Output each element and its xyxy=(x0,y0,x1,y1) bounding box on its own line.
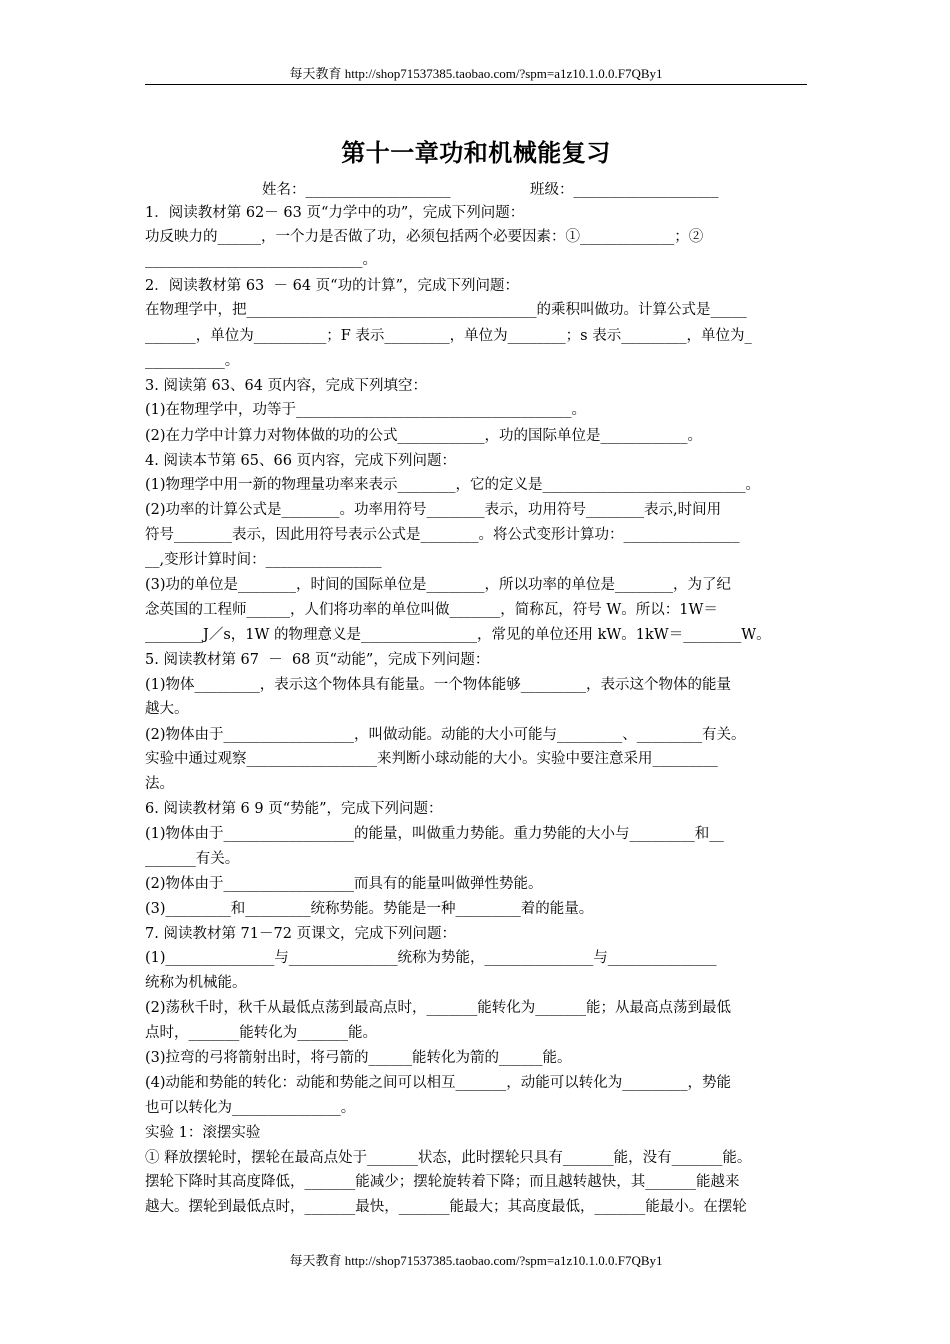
text-line: 3. 阅读第 63、64 页内容，完成下列填空： xyxy=(145,378,428,394)
text-line: (1)物体_________，表示这个物体具有能量。一个物体能够_________，表示这个物体的能量 xyxy=(145,677,732,693)
text-line: (2)物体由于__________________，叫做动能。动能的大小可能与_________、_________有关。 xyxy=(145,727,746,743)
text-line: 2．阅读教材第 63 － 64 页“功的计算”，完成下列问题： xyxy=(145,278,519,294)
text-line: (1)在物理学中，功等于______________________________________。 xyxy=(145,402,587,418)
text-line: (2)在力学中计算力对物体做的功的公式____________，功的国际单位是____________。 xyxy=(145,428,703,444)
text-line: ① 释放摆轮时，摆轮在最高点处于_______状态，此时摆轮只具有_______能，没有_______能。 xyxy=(145,1150,752,1166)
text-line: 功反映力的______，一个力是否做了功，必须包括两个必要因素：①_____________；② xyxy=(145,229,704,245)
page-footer: 每天教育 http://shop71537385.taobao.com/?spm=a1z10.1.0.0.F7QBy1 xyxy=(289,1253,663,1268)
text-line: _______，单位为__________；F 表示_________，单位为________；s 表示_________，单位为_ xyxy=(145,328,752,344)
text-line: _______有关。 xyxy=(145,851,240,867)
text-line: 越大。 xyxy=(145,701,189,717)
text-line: (2)物体由于__________________而具有的能量叫做弹性势能。 xyxy=(145,876,543,892)
text-line: 4. 阅读本节第 65、66 页内容，完成下列问题： xyxy=(145,453,457,469)
page-title: 第十一章功和机械能复习 xyxy=(341,138,611,167)
text-line: 越大。摆轮到最低点时，_______最快，_______能最大；其高度最低，_______能最小。在摆轮 xyxy=(145,1199,747,1215)
text-line: ___________。 xyxy=(145,353,240,369)
text-line: 摆轮下降时其高度降低，_______能减少；摆轮旋转着下降；而且越转越快，其_______能越来 xyxy=(145,1174,740,1190)
text-line: (1)_______________与_______________统称为势能，_______________与_______________ xyxy=(145,950,717,966)
text-line: __,变形计算时间：________________ xyxy=(145,552,382,568)
text-line: (3)_________和_________统称势能。势能是一种_________着的能量。 xyxy=(145,901,594,917)
text-line: 法。 xyxy=(145,776,174,792)
page-header: 每天教育 http://shop71537385.taobao.com/?spm=a1z10.1.0.0.F7QBy1 xyxy=(289,66,663,81)
text-line: 统称为机械能。 xyxy=(145,975,247,991)
text-line: ________J／s，1W 的物理意义是________________，常见的单位还用 kW。1kW＝________W。 xyxy=(145,627,771,643)
text-line: (2)荡秋千时，秋千从最低点荡到最高点时，_______能转化为_______能；从最高点荡到最低 xyxy=(145,1000,732,1016)
text-line: ______________________________。 xyxy=(145,252,377,268)
text-line: 5. 阅读教材第 67 － 68 页“动能”，完成下列问题： xyxy=(145,652,490,668)
text-line: (3)拉弯的弓将箭射出时，将弓箭的______能转化为箭的______能。 xyxy=(145,1050,572,1066)
text-line: 实验中通过观察__________________来判断小球动能的大小。实验中要注意采用_________ xyxy=(145,751,718,767)
text-line: (4)动能和势能的转化：动能和势能之间可以相互_______，动能可以转化为_________，势能 xyxy=(145,1075,732,1091)
text-line: (3)功的单位是________，时间的国际单位是________，所以功率的单位是________，为了纪 xyxy=(145,577,732,593)
text-line: 1．阅读教材第 62－ 63 页“力学中的功”，完成下列问题： xyxy=(145,205,525,221)
text-line: 也可以转化为_______________。 xyxy=(145,1100,356,1116)
text-line: 点时，_______能转化为_______能。 xyxy=(145,1025,377,1041)
text-line: 符号________表示，因此用符号表示公式是________。将公式变形计算功：________________ xyxy=(145,527,740,543)
text-line: (1)物理学中用一新的物理量功率来表示________，它的定义是____________________________。 xyxy=(145,477,761,493)
text-line: 7. 阅读教材第 71－72 页课文，完成下列问题： xyxy=(145,926,457,942)
class-field: 班级：____________________ xyxy=(530,182,719,198)
text-line: (1)物体由于__________________的能量，叫做重力势能。重力势能的大小与_________和__ xyxy=(145,826,724,842)
text-line: 念英国的工程师______，人们将功率的单位叫做_______，简称瓦，符号 W。所以：1W＝ xyxy=(145,602,718,618)
text-line: (2)功率的计算公式是________。功率用符号________表示，功用符号________表示,时间用 xyxy=(145,502,722,518)
text-line: 6. 阅读教材第 6 9 页“势能”，完成下列问题： xyxy=(145,801,443,817)
name-field: 姓名：____________________ xyxy=(262,182,451,198)
header-rule xyxy=(145,84,807,85)
text-line: 实验 1：滚摆实验 xyxy=(145,1125,261,1141)
text-line: 在物理学中，把________________________________________的乘积叫做功。计算公式是_____ xyxy=(145,302,747,318)
